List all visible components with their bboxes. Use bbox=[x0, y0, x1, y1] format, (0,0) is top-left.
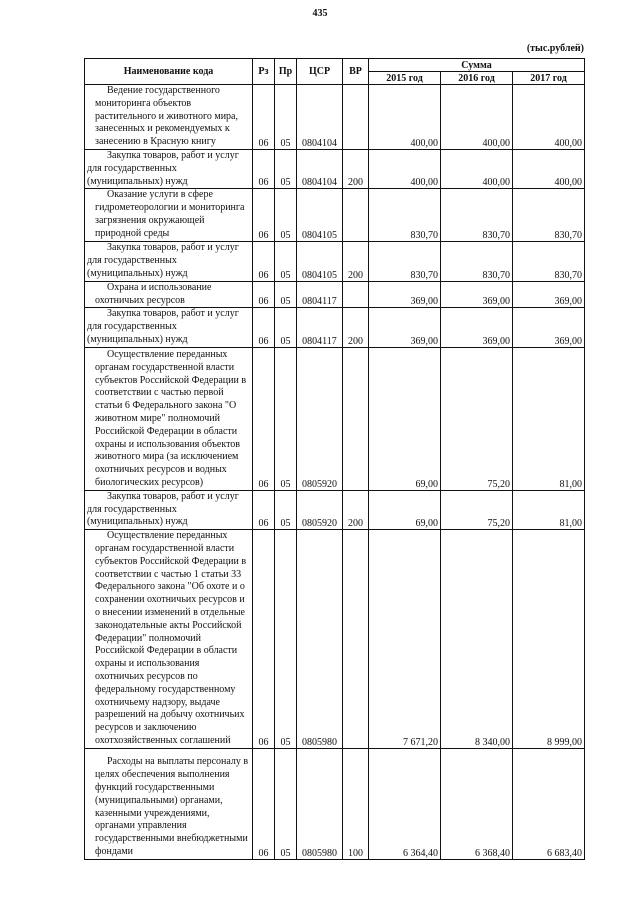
header-sum: Сумма bbox=[369, 59, 585, 72]
header-2016: 2016 год bbox=[441, 72, 513, 85]
row-2016: 369,00 bbox=[441, 308, 513, 347]
table-row bbox=[85, 308, 585, 347]
row-csr: 0805980 bbox=[297, 530, 343, 749]
row-2017: 400,00 bbox=[513, 150, 585, 189]
row-2016: 830,70 bbox=[441, 242, 513, 281]
header-name: Наименование кода bbox=[85, 59, 253, 85]
row-name: Закупка товаров, работ и услуг для государственных (муниципальных) нужд bbox=[85, 150, 253, 189]
row-2017: 8 999,00 bbox=[513, 530, 585, 749]
row-pr: 05 bbox=[275, 281, 297, 308]
header-vr: ВР bbox=[343, 59, 369, 85]
row-2015: 69,00 bbox=[369, 347, 441, 490]
row-vr bbox=[343, 530, 369, 749]
row-pr: 05 bbox=[275, 530, 297, 749]
row-2016: 830,70 bbox=[441, 189, 513, 242]
row-vr: 200 bbox=[343, 490, 369, 529]
row-2016: 400,00 bbox=[441, 150, 513, 189]
row-rz: 06 bbox=[253, 347, 275, 490]
table-row bbox=[85, 85, 585, 150]
row-vr: 200 bbox=[343, 150, 369, 189]
row-pr: 05 bbox=[275, 150, 297, 189]
row-name: Охрана и использование охотничьих ресурсов bbox=[85, 281, 253, 308]
table-row bbox=[85, 242, 585, 281]
row-2015: 830,70 bbox=[369, 242, 441, 281]
row-rz: 06 bbox=[253, 242, 275, 281]
row-vr bbox=[343, 189, 369, 242]
row-name: Осуществление переданных органам государственной власти субъектов Российской Федерации в соответствии с частью первой статьи 6 Федерального закона "О животном мире" полномочий Российской Федерации в области охраны и использования объектов животного мира (за исключением охотничьих ресурсов и водных биологических ресурсов) bbox=[85, 347, 253, 490]
header-rz: Рз bbox=[253, 59, 275, 85]
row-2017: 81,00 bbox=[513, 490, 585, 529]
row-name: Закупка товаров, работ и услуг для государственных (муниципальных) нужд bbox=[85, 490, 253, 529]
row-rz: 06 bbox=[253, 530, 275, 749]
row-2016: 6 368,40 bbox=[441, 748, 513, 859]
table-row bbox=[85, 189, 585, 242]
row-name: Закупка товаров, работ и услуг для государственных (муниципальных) нужд bbox=[85, 242, 253, 281]
row-rz: 06 bbox=[253, 189, 275, 242]
header-2015: 2015 год bbox=[369, 72, 441, 85]
row-2017: 369,00 bbox=[513, 281, 585, 308]
units-label: (тыс.рублей) bbox=[526, 43, 584, 54]
row-vr bbox=[343, 347, 369, 490]
row-2015: 400,00 bbox=[369, 150, 441, 189]
page-number: 435 bbox=[312, 8, 328, 19]
table-row bbox=[85, 490, 585, 529]
row-csr: 0805920 bbox=[297, 490, 343, 529]
row-pr: 05 bbox=[275, 490, 297, 529]
row-pr: 05 bbox=[275, 748, 297, 859]
table-row bbox=[85, 530, 585, 749]
header-csr: ЦСР bbox=[297, 59, 343, 85]
row-vr: 200 bbox=[343, 308, 369, 347]
row-vr bbox=[343, 85, 369, 150]
row-2017: 400,00 bbox=[513, 85, 585, 150]
row-name: Оказание услуги в сфере гидрометеорологии и мониторинга загрязнения окружающей природной среды bbox=[85, 189, 253, 242]
row-name: Закупка товаров, работ и услуг для государственных (муниципальных) нужд bbox=[85, 308, 253, 347]
row-2017: 81,00 bbox=[513, 347, 585, 490]
row-2015: 830,70 bbox=[369, 189, 441, 242]
row-vr bbox=[343, 281, 369, 308]
row-2016: 75,20 bbox=[441, 347, 513, 490]
row-vr: 200 bbox=[343, 242, 369, 281]
row-2015: 7 671,20 bbox=[369, 530, 441, 749]
table-row bbox=[85, 347, 585, 490]
row-2017: 6 683,40 bbox=[513, 748, 585, 859]
row-name: Ведение государственного мониторинга объектов растительного и животного мира, занесенных и рекомендуемых к занесению в Красную книгу bbox=[85, 85, 253, 150]
row-pr: 05 bbox=[275, 308, 297, 347]
header-pr: Пр bbox=[275, 59, 297, 85]
row-2015: 369,00 bbox=[369, 308, 441, 347]
row-2017: 830,70 bbox=[513, 189, 585, 242]
table-row bbox=[85, 748, 585, 859]
row-2016: 369,00 bbox=[441, 281, 513, 308]
row-2017: 369,00 bbox=[513, 308, 585, 347]
budget-table bbox=[84, 58, 585, 860]
table-row bbox=[85, 150, 585, 189]
row-2015: 6 364,40 bbox=[369, 748, 441, 859]
row-rz: 06 bbox=[253, 308, 275, 347]
row-name: Расходы на выплаты персоналу в целях обеспечения выполнения функций государственными (муниципальными) органами, казенными учреждениями, органами управления государственными внебюджетными фондами bbox=[85, 748, 253, 859]
row-2016: 8 340,00 bbox=[441, 530, 513, 749]
row-name: Осуществление переданных органам государственной власти субъектов Российской Федерации в соответствии с частью 1 статьи 33 Федерального закона "Об охоте и о сохранении охотничьих ресурсов и о внесении изменений в отдельные законодательные акты Российской Федерации" полномочий Российской Федерации в области охраны и использования охотничьих ресурсов по федеральному государственному охотничьему надзору, выдаче разрешений на добычу охотничьих ресурсов и заключению охотхозяйственных соглашений bbox=[85, 530, 253, 749]
row-pr: 05 bbox=[275, 189, 297, 242]
row-csr: 0804117 bbox=[297, 281, 343, 308]
row-rz: 06 bbox=[253, 490, 275, 529]
row-pr: 05 bbox=[275, 347, 297, 490]
row-rz: 06 bbox=[253, 150, 275, 189]
row-2016: 400,00 bbox=[441, 85, 513, 150]
row-2015: 369,00 bbox=[369, 281, 441, 308]
row-2015: 400,00 bbox=[369, 85, 441, 150]
row-vr: 100 bbox=[343, 748, 369, 859]
table-row bbox=[85, 281, 585, 308]
row-csr: 0804104 bbox=[297, 85, 343, 150]
row-pr: 05 bbox=[275, 85, 297, 150]
row-pr: 05 bbox=[275, 242, 297, 281]
row-csr: 0805980 bbox=[297, 748, 343, 859]
row-rz: 06 bbox=[253, 748, 275, 859]
row-csr: 0804105 bbox=[297, 242, 343, 281]
row-csr: 0804117 bbox=[297, 308, 343, 347]
row-2016: 75,20 bbox=[441, 490, 513, 529]
row-rz: 06 bbox=[253, 281, 275, 308]
header-2017: 2017 год bbox=[513, 72, 585, 85]
row-2015: 69,00 bbox=[369, 490, 441, 529]
row-csr: 0805920 bbox=[297, 347, 343, 490]
row-2017: 830,70 bbox=[513, 242, 585, 281]
row-rz: 06 bbox=[253, 85, 275, 150]
row-csr: 0804104 bbox=[297, 150, 343, 189]
row-csr: 0804105 bbox=[297, 189, 343, 242]
